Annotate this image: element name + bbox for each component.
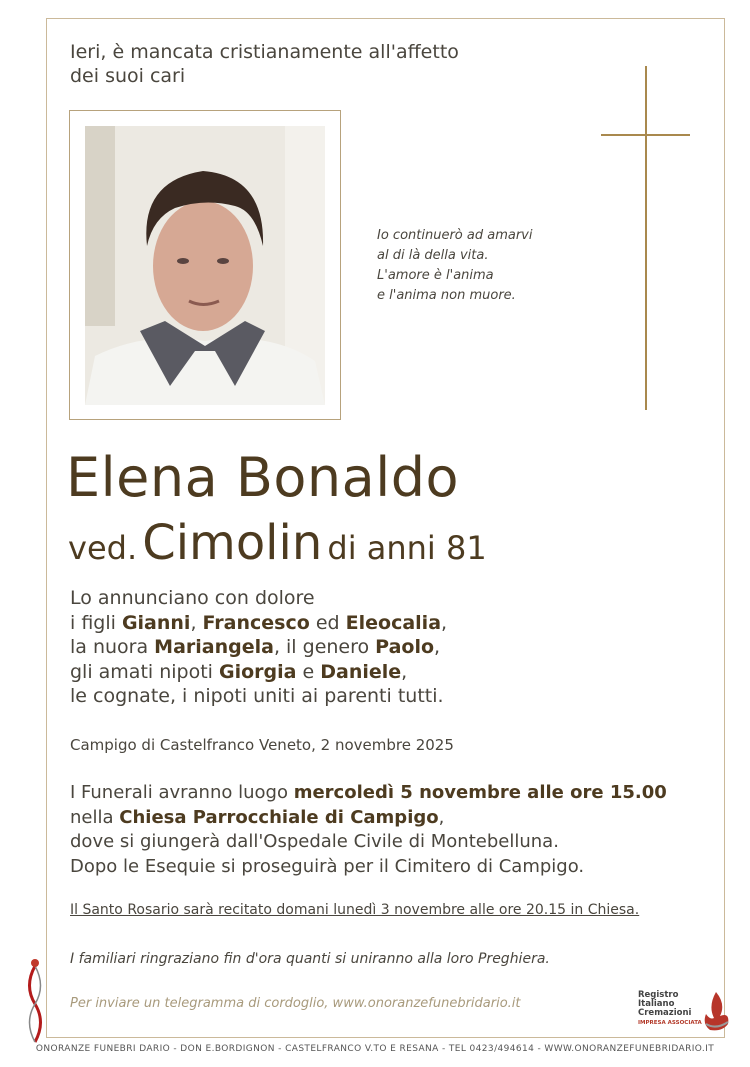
place-and-date: Campigo di Castelfranco Veneto, 2 novembre 2025: [70, 736, 454, 754]
announce-line-5: le cognate, i nipoti uniti ai parenti tutti.: [70, 685, 444, 707]
funeral-details: [70, 781, 667, 879]
relative-name: Mariangela: [154, 636, 274, 658]
text: ed: [309, 611, 346, 634]
portrait-photo: [85, 126, 325, 405]
intro-line-2: dei suoi cari: [70, 65, 186, 87]
funeral-line-2: [70, 806, 667, 831]
quote-line-3: L'amore è l'anima: [377, 268, 494, 283]
text: e: [296, 660, 321, 683]
married-surname: Cimolin: [142, 515, 323, 571]
logo-line: Cremazioni: [638, 1008, 692, 1018]
footer-contacts: ONORANZE FUNEBRI DARIO - DON E.BORDIGNON - CASTELFRANCO V.TO E RESANA - TEL 0423/494614 - WWW.ONORANZEFUNEBRIDARIO.IT: [35, 1044, 715, 1054]
quote-line-4: e l'anima non muore.: [377, 288, 516, 303]
announce-line-3: [70, 635, 447, 660]
funeral-line-3: dove si giungerà dall'Ospedale Civile di Montebelluna.: [70, 831, 559, 852]
portrait-frame: [69, 110, 341, 420]
text: I Funerali avranno luogo: [70, 782, 294, 803]
quote-line-2: al di là della vita.: [377, 248, 489, 263]
announce-line-2: [70, 611, 447, 636]
text: ,: [401, 660, 408, 683]
funeral-line-4: Dopo le Esequie si proseguirà per il Cimitero di Campigo.: [70, 855, 585, 877]
intro-text: [70, 40, 459, 88]
text: , il genero: [273, 636, 376, 658]
logo-subtitle: IMPRESA ASSOCIATA: [638, 1020, 702, 1026]
grandchild-name: Daniele: [320, 660, 402, 683]
cross-horizontal-bar: [601, 134, 690, 136]
text: nella: [70, 806, 120, 828]
announce-line-1: Lo annunciano con dolore: [70, 587, 315, 609]
married-name-line: [68, 513, 487, 584]
text: ,: [438, 806, 445, 828]
child-name: Gianni: [121, 611, 191, 634]
logo-line: Registro: [638, 990, 679, 1000]
child-name: Eleocalia: [345, 611, 442, 634]
grandchild-name: Giorgia: [219, 660, 297, 683]
text: ,: [441, 611, 448, 634]
thanks-note: I familiari ringraziano fin d'ora quanti si uniranno alla loro Preghiera.: [70, 951, 550, 967]
rosary-notice: Il Santo Rosario sarà recitato domani lunedì 3 novembre alle ore 20.15 in Chiesa.: [70, 902, 640, 918]
logo-text: [638, 991, 691, 1018]
age-text: di anni 81: [327, 529, 487, 567]
text: la nuora: [70, 636, 155, 658]
registro-cremazioni-logo: [638, 990, 734, 1036]
text: gli amati nipoti: [70, 660, 219, 683]
telegram-note: Per inviare un telegramma di cordoglio, www.onoranzefunebridario.it: [70, 996, 521, 1011]
text: i figli: [70, 611, 122, 634]
child-name: Francesco: [202, 611, 310, 634]
cross-vertical-bar: [645, 66, 647, 410]
text: ,: [434, 636, 441, 658]
relative-name: Paolo: [375, 636, 435, 658]
funeral-datetime: mercoledì 5 novembre alle ore 15.00: [293, 782, 667, 803]
ribbon-icon: [22, 956, 48, 1048]
announce-line-4: [70, 660, 447, 685]
flame-icon: [700, 990, 732, 1032]
widow-prefix: ved.: [68, 529, 138, 567]
deceased-name: Elena Bonaldo: [66, 446, 460, 509]
church-name: Chiesa Parrocchiale di Campigo: [119, 806, 439, 828]
quote-line-1: Io continuerò ad amarvi: [377, 228, 533, 243]
logo-line: Italiano: [638, 999, 675, 1009]
announcement-block: [70, 586, 447, 709]
text: ,: [190, 611, 203, 634]
funeral-line-1: [70, 781, 667, 806]
memorial-quote: [377, 226, 532, 306]
portrait-image: [85, 126, 325, 405]
intro-line-1: Ieri, è mancata cristianamente all'affetto: [70, 41, 459, 63]
